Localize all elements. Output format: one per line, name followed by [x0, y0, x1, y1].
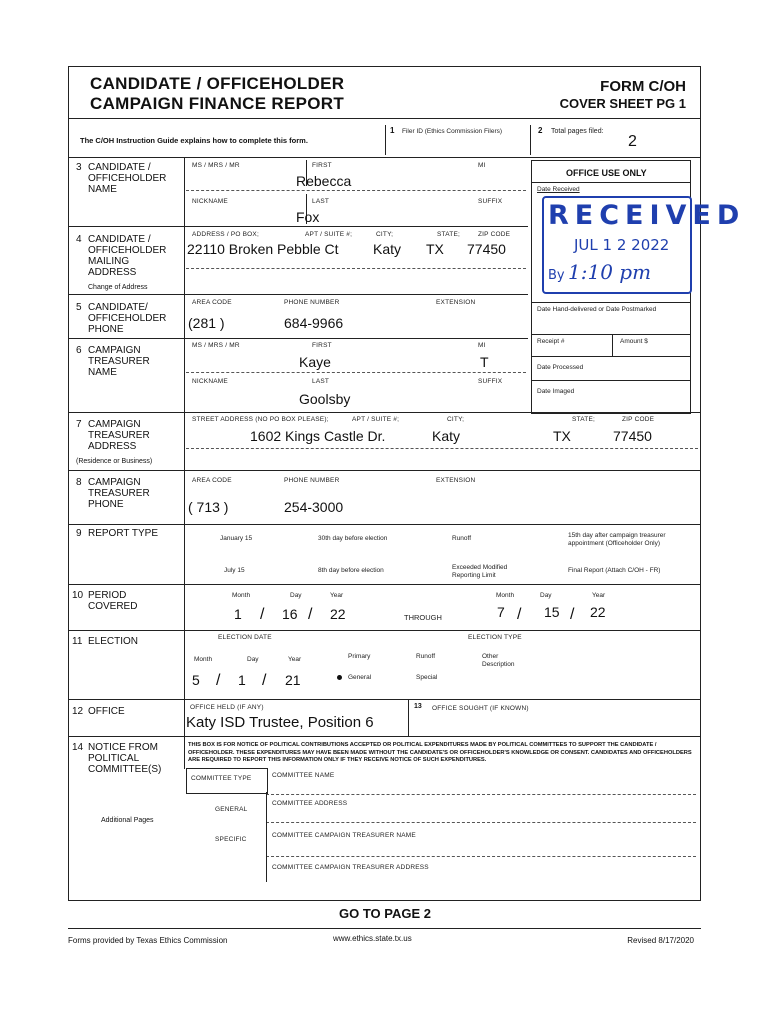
election-month[interactable]: 5: [192, 672, 200, 688]
treasurer-last-name[interactable]: Goolsby: [299, 391, 351, 407]
notice-text: THIS BOX IS FOR NOTICE OF POLITICAL CONTRIBUTIONS ACCEPTED OR POLITICAL EXPENDITURES MADE BY POLITICAL COMMITTEES TO SUPPORT THE CANDIDATE / OFFICEHOLDER. THESE EXPENDITURES MAY HAVE BEEN MADE WITHOUT THE CANDIDATE'S OR OFFICEHOLDER'S KNOWLEDGE OR CONSENT. CANDIDATES AND OFFICEHOLDERS ARE REQUIRED TO REPORT THIS INFORMATION ONLY IF THEY RECEIVE NOTICE OF SUCH EXPENDITURES.: [188, 742, 692, 763]
s10-label: PERIOD COVERED: [88, 590, 138, 612]
s7-label: CAMPAIGN TREASURER ADDRESS: [88, 419, 150, 452]
receipt-label: Receipt #: [537, 338, 565, 345]
period-from-month[interactable]: 1: [234, 606, 242, 622]
s10-to-year-label: Year: [592, 592, 606, 599]
s12-label: OFFICE: [88, 706, 125, 717]
s6-nickname-label: NICKNAME: [192, 378, 228, 385]
report-exceeded[interactable]: Exceeded Modified Reporting Limit: [452, 564, 508, 579]
s3-ms-label: MS / MRS / MR: [192, 162, 240, 169]
s8-ext-label: EXTENSION: [436, 477, 476, 484]
through-label: THROUGH: [404, 613, 442, 622]
form-title-line1: CANDIDATE / OFFICEHOLDER: [90, 74, 345, 93]
s11-label: ELECTION: [88, 636, 139, 647]
received-by-value: 1:10 pm: [568, 260, 652, 284]
office-held-value[interactable]: Katy ISD Trustee, Position 6: [186, 714, 374, 731]
treasurer-street[interactable]: 1602 Kings Castle Dr.: [250, 428, 386, 444]
s14-num: 14: [72, 742, 84, 753]
s7-street-label: STREET ADDRESS (NO PO BOX PLEASE);: [192, 416, 329, 423]
election-year[interactable]: 21: [285, 672, 301, 688]
committee-specific[interactable]: SPECIFIC: [215, 836, 247, 843]
s7-apt-label: APT / SUITE #;: [352, 416, 400, 423]
s6-mi-label: MI: [478, 342, 486, 349]
s8-phone-label: PHONE NUMBER: [284, 477, 340, 484]
report-jul15[interactable]: July 15: [224, 567, 245, 574]
footer-provided: Forms provided by Texas Ethics Commission: [68, 936, 228, 945]
candidate-area-code[interactable]: (281 ): [188, 315, 225, 331]
office-held-label: OFFICE HELD (IF ANY): [190, 704, 264, 711]
election-day[interactable]: 1: [238, 672, 246, 688]
s12-num: 12: [72, 706, 84, 717]
total-pages-value[interactable]: 2: [628, 133, 637, 150]
treasurer-state[interactable]: TX: [553, 428, 571, 444]
s7-state-label: STATE;: [572, 416, 595, 423]
s5-ext-label: EXTENSION: [436, 299, 476, 306]
s6-num: 6: [76, 345, 82, 356]
date-imaged-label: Date Imaged: [537, 388, 575, 395]
report-8th-day[interactable]: 8th day before election: [318, 567, 384, 574]
committee-type-label: COMMITTEE TYPE: [191, 775, 252, 782]
s9-label: REPORT TYPE: [88, 528, 159, 539]
treasurer-area-code[interactable]: ( 713 ): [188, 499, 229, 515]
received-stamp-text: RECEIVED: [548, 200, 746, 231]
received-stamp-date: JUL 1 2 2022: [574, 236, 670, 254]
s14-label: NOTICE FROM POLITICAL COMMITTEE(S): [88, 742, 162, 775]
office-sought-label: OFFICE SOUGHT (IF KNOWN): [432, 705, 529, 712]
candidate-zip[interactable]: 77450: [467, 241, 506, 257]
received-stamp: [542, 196, 746, 294]
s6-suffix-label: SUFFIX: [478, 378, 503, 385]
s4-address-label: ADDRESS / PO BOX;: [192, 231, 259, 238]
treasurer-name-label: COMMITTEE CAMPAIGN TREASURER NAME: [272, 832, 416, 839]
s7-city-label: CITY;: [447, 416, 465, 423]
form-title-line2: CAMPAIGN FINANCE REPORT: [90, 94, 345, 113]
period-to-day[interactable]: 15: [544, 604, 560, 620]
s5-label: CANDIDATE/ OFFICEHOLDER PHONE: [88, 302, 167, 335]
s7-zip-label: ZIP CODE: [622, 416, 655, 423]
report-final[interactable]: Final Report (Attach C/OH - FR): [568, 567, 661, 574]
s3-num: 3: [76, 162, 82, 173]
s3-nickname-label: NICKNAME: [192, 198, 228, 205]
report-runoff[interactable]: Runoff: [452, 535, 472, 542]
committee-general[interactable]: GENERAL: [215, 806, 248, 813]
filer-id-num: 1: [390, 126, 395, 135]
report-15th-day[interactable]: 15th day after campaign treasurer appointment (Officeholder Only): [568, 532, 666, 547]
s13-num: 13: [414, 703, 422, 710]
s4-num: 4: [76, 234, 82, 245]
received-by-label: By: [548, 268, 565, 283]
total-pages-label: Total pages filed:: [551, 128, 604, 135]
election-other[interactable]: Other Description: [482, 653, 515, 668]
s4-apt-label: APT / SUITE #;: [305, 231, 353, 238]
s10-from-year-label: Year: [330, 592, 344, 599]
s10-from-day-label: Day: [290, 592, 302, 599]
s4-state-label: STATE;: [437, 231, 460, 238]
treasurer-address-label: COMMITTEE CAMPAIGN TREASURER ADDRESS: [272, 864, 429, 871]
treasurer-phone[interactable]: 254-3000: [284, 499, 344, 515]
s10-num: 10: [72, 590, 84, 601]
s3-last-label: LAST: [312, 198, 330, 205]
candidate-phone[interactable]: 684-9966: [284, 315, 344, 331]
s5-num: 5: [76, 302, 82, 313]
candidate-city[interactable]: Katy: [373, 241, 402, 257]
s3-first-label: FIRST: [312, 162, 332, 169]
election-special[interactable]: Special: [416, 674, 438, 681]
candidate-address[interactable]: 22110 Broken Pebble Ct: [187, 241, 339, 257]
footer-website: www.ethics.state.tx.us: [333, 934, 412, 943]
s6-first-label: FIRST: [312, 342, 332, 349]
candidate-state[interactable]: TX: [426, 241, 444, 257]
election-general[interactable]: General: [348, 674, 372, 681]
cover-sheet-label: COVER SHEET PG 1: [559, 96, 686, 111]
s3-label: CANDIDATE / OFFICEHOLDER NAME: [88, 162, 167, 195]
s10-to-month-label: Month: [496, 592, 515, 599]
residence-label: (Residence or Business): [76, 458, 153, 465]
treasurer-first-name[interactable]: Kaye: [299, 354, 331, 370]
additional-pages-label: Additional Pages: [101, 817, 154, 824]
date-received-label: Date Received: [537, 186, 580, 193]
s5-phone-label: PHONE NUMBER: [284, 299, 340, 306]
s6-last-label: LAST: [312, 378, 330, 385]
s4-zip-label: ZIP CODE: [478, 231, 511, 238]
s7-num: 7: [76, 419, 82, 430]
treasurer-mi[interactable]: T: [480, 354, 489, 370]
filer-id-label: Filer ID (Ethics Commission Filers): [402, 128, 503, 135]
election-date-label: ELECTION DATE: [218, 634, 272, 641]
hand-delivered-label: Date Hand-delivered or Date Postmarked: [537, 306, 657, 313]
s9-num: 9: [76, 528, 82, 539]
instruction-text: The C/OH Instruction Guide explains how to complete this form.: [80, 136, 308, 145]
report-jan15[interactable]: January 15: [220, 535, 253, 542]
s5-area-label: AREA CODE: [192, 299, 232, 306]
total-pages-num: 2: [538, 126, 543, 135]
change-of-address-label: Change of Address: [88, 284, 148, 291]
date-processed-label: Date Processed: [537, 364, 584, 371]
period-from-day[interactable]: 16: [282, 606, 298, 622]
go-to-page-2: GO TO PAGE 2: [339, 906, 431, 921]
treasurer-zip[interactable]: 77450: [613, 428, 652, 444]
candidate-first-name[interactable]: Rebecca: [296, 173, 352, 189]
committee-address-label: COMMITTEE ADDRESS: [272, 800, 348, 807]
candidate-last-name[interactable]: Fox: [296, 209, 320, 225]
s3-mi-label: MI: [478, 162, 486, 169]
s11-year-label: Year: [288, 656, 302, 663]
election-type-label: ELECTION TYPE: [468, 634, 522, 641]
period-to-month[interactable]: 7: [497, 604, 505, 620]
election-runoff[interactable]: Runoff: [416, 653, 436, 660]
general-checkmark-icon[interactable]: [337, 675, 342, 680]
treasurer-city[interactable]: Katy: [432, 428, 461, 444]
s4-label: CANDIDATE / OFFICEHOLDER MAILING ADDRESS: [88, 234, 167, 278]
s10-to-day-label: Day: [540, 592, 552, 599]
office-use-title: OFFICE USE ONLY: [566, 168, 647, 178]
election-primary[interactable]: Primary: [348, 653, 371, 660]
form-id: FORM C/OH: [600, 78, 686, 95]
s11-num: 11: [72, 636, 83, 647]
s6-label: CAMPAIGN TREASURER NAME: [88, 345, 150, 378]
s8-num: 8: [76, 477, 82, 488]
s6-ms-label: MS / MRS / MR: [192, 342, 240, 349]
s8-label: CAMPAIGN TREASURER PHONE: [88, 477, 150, 510]
committee-name-label: COMMITTEE NAME: [272, 772, 335, 779]
s11-day-label: Day: [247, 656, 259, 663]
period-from-year[interactable]: 22: [330, 606, 346, 622]
s3-suffix-label: SUFFIX: [478, 198, 503, 205]
report-30th-day[interactable]: 30th day before election: [318, 535, 388, 542]
footer-revised: Revised 8/17/2020: [627, 936, 694, 945]
s8-area-label: AREA CODE: [192, 477, 232, 484]
amount-label: Amount $: [620, 338, 648, 345]
s10-from-month-label: Month: [232, 592, 251, 599]
s4-city-label: CITY;: [376, 231, 394, 238]
s11-month-label: Month: [194, 656, 213, 663]
period-to-year[interactable]: 22: [590, 604, 606, 620]
